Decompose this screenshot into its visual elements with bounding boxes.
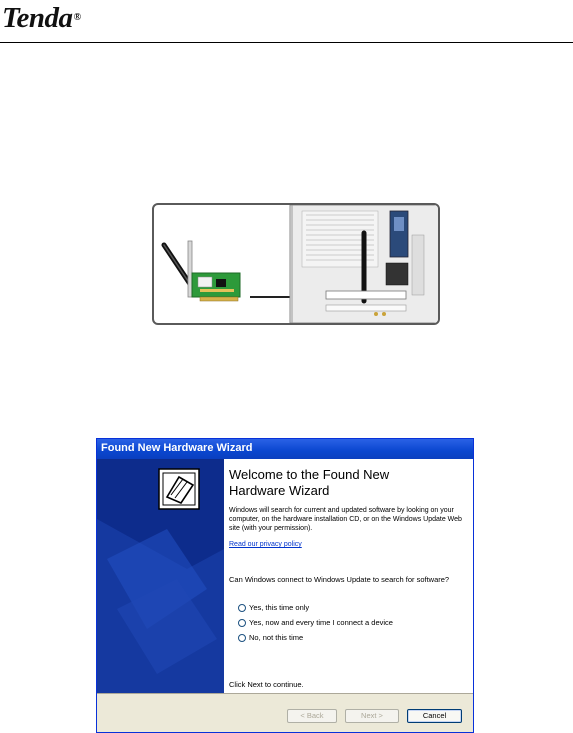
dialog-button-bar: [97, 693, 473, 733]
cancel-button[interactable]: Cancel: [407, 709, 462, 723]
wizard-description: Windows will search for current and updated software by looking on your computer, on the hardware installation CD, or on the Windows Update Web site (with your permission).: [229, 507, 462, 532]
next-button[interactable]: Next >: [345, 709, 399, 723]
vent-grid: [302, 211, 378, 267]
radio-button-icon[interactable]: [238, 604, 246, 612]
radio-button-icon[interactable]: [238, 634, 246, 642]
radio-label: No, not this time: [249, 633, 304, 642]
wizard-side-panel: [97, 459, 224, 693]
header-divider: [0, 42, 573, 43]
continue-instruction: Click Next to continue.: [229, 680, 304, 689]
radio-button-icon[interactable]: [238, 619, 246, 627]
privacy-policy-link[interactable]: Read our privacy policy: [229, 541, 302, 548]
expansion-slot: [326, 291, 406, 299]
radio-label: Yes, this time only: [249, 603, 310, 612]
registered-mark: ®: [73, 12, 81, 23]
radio-yes-this-time[interactable]: [238, 602, 309, 613]
wizard-content: [224, 459, 473, 693]
logo-text: Tenda: [2, 2, 73, 34]
radio-yes-every-time[interactable]: [238, 617, 393, 628]
installation-drawing: [154, 205, 438, 323]
wizard-side-artwork: [97, 459, 224, 693]
card-bracket: [188, 241, 192, 297]
wizard-heading: Welcome to the Found New Hardware Wizard: [229, 467, 390, 498]
radio-no-not-this-time[interactable]: [238, 632, 303, 643]
windows-update-question: Can Windows connect to Windows Update to search for software?: [229, 575, 450, 584]
radio-label: Yes, now and every time I connect a device: [249, 618, 393, 627]
back-button[interactable]: < Back: [287, 709, 337, 723]
dialog-title-bar[interactable]: [97, 439, 473, 459]
pci-card-installation-illustration: [152, 203, 440, 325]
found-new-hardware-wizard-dialog: [96, 438, 474, 733]
dialog-title: Found New Hardware Wizard: [101, 442, 253, 454]
tenda-logo: [2, 2, 81, 34]
